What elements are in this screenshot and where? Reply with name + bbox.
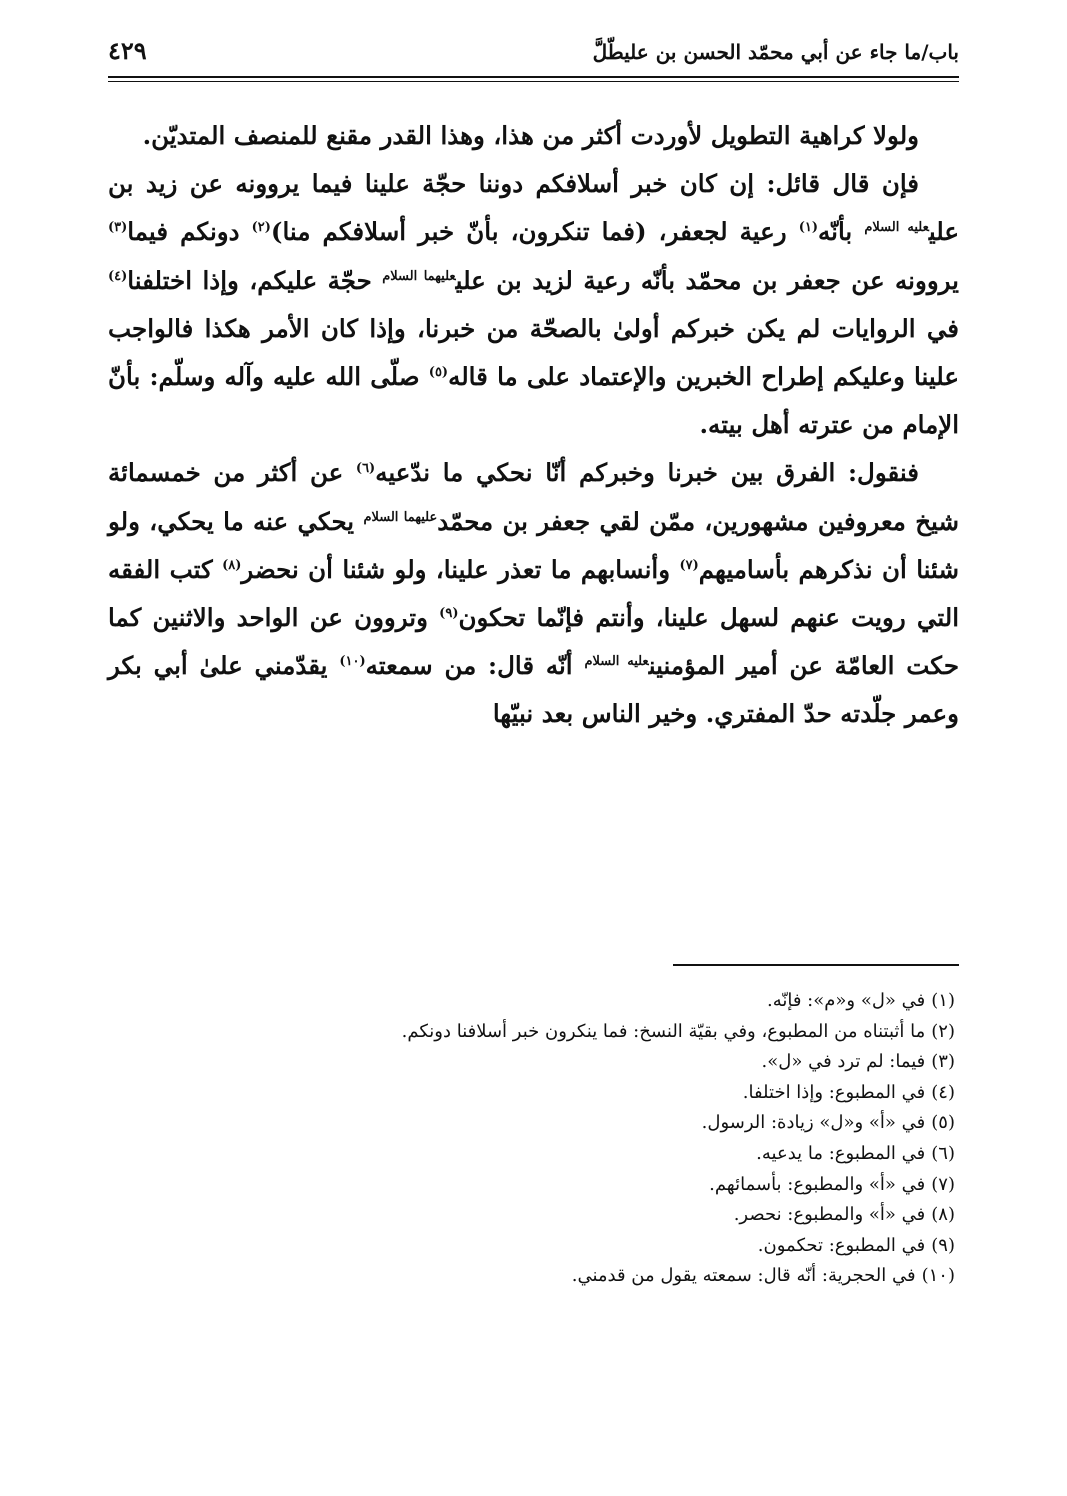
footnote-item <box>108 986 955 1017</box>
footnote-ref[interactable]: (٧) <box>679 557 699 573</box>
footnote-number: (٢) <box>931 1020 955 1042</box>
footnote-number: (١٠) <box>921 1265 955 1287</box>
footnote-number: (٩) <box>931 1234 955 1256</box>
footnote-ref[interactable]: (٩) <box>439 605 459 621</box>
footnote-item <box>108 1108 955 1139</box>
footnotes-list <box>108 986 955 1292</box>
paragraph-2 <box>108 160 959 449</box>
footnote-number: (٧) <box>931 1173 955 1195</box>
footnote-number: (٨) <box>931 1204 955 1226</box>
footnote-ref[interactable]: (٣) <box>108 220 128 236</box>
footnote-text: في «أ» والمطبوع: بأسمائهم. <box>709 1173 926 1195</box>
text-run: ولولا كراهية التطويل لأوردت أكثر من هذا، وهذا القدر مقنع للمنصف المتديّن. <box>142 121 919 150</box>
honorific-glyph: عليه السلام <box>584 654 649 670</box>
text-run: حجّة عليكم، وإذا اختلفنا <box>127 265 383 295</box>
running-header <box>108 36 959 76</box>
footnote-text: في «أ» و«ل» زيادة: الرسول. <box>701 1112 926 1134</box>
text-run: كتب الفقه التي رويت عنهم لسهل علينا، وأنتم فإنّما تحكون <box>108 554 959 633</box>
text-run: فإن قال قائل: إن كان خبر أسلافكم دوننا حجّة علينا فيما يروونه عن زيد بن علي <box>108 169 959 247</box>
footnote-ref[interactable]: (١) <box>798 220 818 236</box>
footnote-number: (١) <box>931 990 955 1011</box>
honorific-glyph: عليه السلام <box>864 220 929 236</box>
footnote-number: (٤) <box>931 1081 955 1103</box>
footnote-text: ما أثبتناه من المطبوع، وفي بقيّة النسخ: فما ينكرون خبر أسلافنا دونكم. <box>401 1020 926 1042</box>
footnote-ref[interactable]: (٨) <box>222 557 242 573</box>
footnote-text: في الحجرية: أنّه قال: سمعته يقول من قدمني. <box>571 1265 916 1287</box>
chapter-title: باب/ما جاء عن أبي محمّد الحسن بن عليطّلَّ <box>592 40 959 64</box>
footnote-ref[interactable]: (٥) <box>428 364 449 380</box>
footnote-item <box>108 1078 955 1109</box>
header-rule-thin <box>108 81 959 82</box>
footnote-ref[interactable]: (٦) <box>355 461 376 477</box>
text-run: يقدّمني علىٰ أبي بكر وعمر جلّدته حدّ المفتري. وخير الناس بعد نبيّها <box>108 651 959 729</box>
text-run: فنقول: الفرق بين خبرنا وخبركم أنّا نحكي ما ندّعيه <box>375 458 919 488</box>
paragraph-1 <box>108 112 959 160</box>
footnote-separator <box>673 964 959 966</box>
footnote-number: (٣) <box>931 1051 955 1073</box>
text-run: رعية لجعفر، (فما تنكرون، بأنّ خبر أسلافكم منا) <box>270 217 799 247</box>
footnote-item <box>108 1170 955 1201</box>
footnote-ref[interactable]: (٤) <box>108 268 128 284</box>
text-run: في الروايات لم يكن خبركم أولىٰ بالصحّة من خبرنا، وإذا كان الأمر هكذا فالواجب علينا وعليكم إطراح الخبرين والإعتماد على ما قاله <box>108 313 959 392</box>
text-run: يروونه عن جعفر بن محمّد بأنّه رعية لزيد بن علي <box>455 265 959 295</box>
footnote-text: في «ل» و«م»: فإنّه. <box>766 990 926 1011</box>
text-run: وأنسابهم ما تعذر علينا، ولو شئنا أن نحضر <box>241 554 680 584</box>
footnote-item <box>108 1017 955 1048</box>
page-number: ٤٢٩ <box>108 36 147 65</box>
footnote-item <box>108 1200 955 1231</box>
footnote-number: (٥) <box>931 1112 955 1134</box>
footnote-text: في المطبوع: وإذا اختلفا. <box>742 1081 926 1103</box>
text-run: يحكي عنه ما يحكي، ولو شئنا أن نذكرهم بأساميهم <box>108 506 959 584</box>
footnote-text: فيما: لم ترد في «ل». <box>761 1051 926 1073</box>
text-run: بأنّه <box>818 217 865 247</box>
footnote-ref[interactable]: (١٠) <box>339 654 366 670</box>
text-run: أنّه قال: من سمعته <box>365 651 585 681</box>
footnote-item <box>108 1139 955 1170</box>
footnote-text: في المطبوع: تحكمون. <box>757 1234 926 1256</box>
text-run: عن أكثر من خمسمائة شيخ معروفين مشهورين، ممّن لقي جعفر بن محمّد <box>108 458 959 536</box>
header-rule-thick <box>108 76 959 78</box>
honorific-glyph: عليهما السلام <box>363 509 438 525</box>
footnote-item <box>108 1231 955 1262</box>
footnote-number: (٦) <box>931 1142 955 1164</box>
honorific-glyph: عليهما السلام <box>382 268 456 284</box>
footnote-item <box>108 1047 955 1078</box>
main-text <box>108 112 959 739</box>
footnote-text: في «أ» والمطبوع: نحصر. <box>733 1204 926 1226</box>
footnote-ref[interactable]: (٢) <box>251 220 271 236</box>
text-run: دونكم فيما <box>127 217 252 247</box>
footnote-text: في المطبوع: ما يدعيه. <box>756 1142 926 1164</box>
text-run: وتروون عن الواحد والاثنين كما حكت العامّة عن أمير المؤمنين <box>108 603 959 681</box>
footnote-item <box>108 1261 955 1292</box>
text-run: صلّى الله عليه وآله وسلّم: بأنّ الإمام من عترته أهل بيته. <box>108 362 959 440</box>
paragraph-3 <box>108 449 959 738</box>
